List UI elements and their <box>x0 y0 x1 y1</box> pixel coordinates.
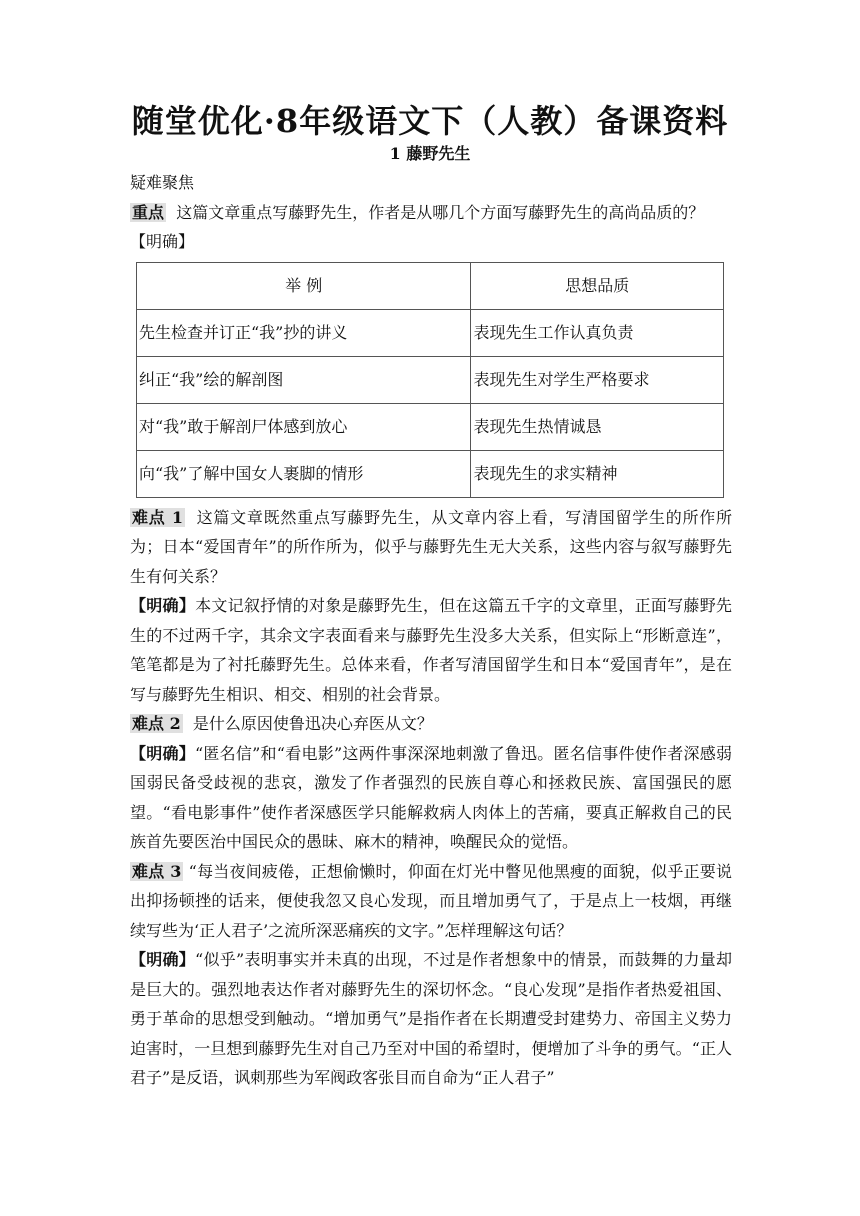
key-point-paragraph <box>130 198 732 228</box>
table-cell-quality: 表现先生对学生严格要求 <box>471 356 724 403</box>
table-header-example: 举 例 <box>137 262 471 309</box>
table-row <box>137 356 724 403</box>
difficulty3-answer-label: 【明确】 <box>130 950 196 969</box>
table-row <box>137 450 724 497</box>
difficulty2-answer-text: “匿名信”和“看电影”这两件事深深地刺激了鲁迅。匿名信事件使作者深感弱国弱民备受歧视的悲哀，激发了作者强烈的民族自尊心和拯救民族、富国强民的愿望。“看电影事件”使作者深感医学只能解救病人肉体上的苦痛，要真正解救自己的民族首先要医治中国民众的愚昧、麻木的精神，唤醒民众的觉悟。 <box>130 743 732 851</box>
difficulty1-answer-label: 【明确】 <box>130 596 196 615</box>
table-header-quality: 思想品质 <box>471 262 724 309</box>
difficulty2-question: 是什么原因使鲁迅决心弃医从文？ <box>192 714 433 733</box>
difficulty2-answer <box>130 739 732 857</box>
table-cell-example: 对“我”敢于解剖尸体感到放心 <box>137 403 471 450</box>
difficulty3-question: “每当夜间疲倦，正想偷懒时，仰面在灯光中瞥见他黑瘦的面貌，似乎正要说出抑扬顿挫的话来，便使我忽又良心发现，而且增加勇气了，于是点上一枝烟，再继续写些为‘正人君子’之流所深恶痛疾的文字。”怎样理解这句话？ <box>130 861 732 940</box>
quality-table <box>136 262 724 498</box>
key-point-question: 这篇文章重点写藤野先生，作者是从哪几个方面写藤野先生的高尚品质的？ <box>176 202 705 222</box>
difficulty1-answer <box>130 591 732 709</box>
section-heading: 疑难聚焦 <box>130 173 195 192</box>
difficulty3-paragraph <box>130 857 732 946</box>
table-cell-example: 先生检查并订正“我”抄的讲义 <box>137 309 471 356</box>
document-body <box>130 168 732 1093</box>
difficulty1-paragraph <box>130 503 732 592</box>
document-title: 随堂优化·8年级语文下（人教）备课资料 <box>131 102 729 140</box>
difficulty1-answer-text: 本文记叙抒情的对象是藤野先生，但在这篇五千字的文章里，正面写藤野先生的不过两千字，其余文字表面看来与藤野先生没多大关系，但实际上“形断意连”，笔笔都是为了衬托藤野先生。总体来看，作者写清国留学生和日本“爱国青年”，是在写与藤野先生相识、相交、相别的社会背景。 <box>130 596 732 704</box>
difficulty2-answer-label: 【明确】 <box>130 743 195 763</box>
table-cell-example: 纠正“我”绘的解剖图 <box>137 356 471 403</box>
difficulty3-label: 难点 3 <box>132 861 182 881</box>
table-cell-quality: 表现先生工作认真负责 <box>471 309 724 356</box>
lesson-title: 1 藤野先生 <box>389 144 471 163</box>
difficulty1-question: 这篇文章既然重点写藤野先生，从文章内容上看，写清国留学生的所作所为；日本“爱国青年”的所作所为，似乎与藤野先生无大关系，这些内容与叙写藤野先生有何关系？ <box>130 507 732 586</box>
difficulty2-label: 难点 2 <box>132 714 181 733</box>
difficulty3-answer-text: “似乎”表明事实并未真的出现，不过是作者想象中的情景，而鼓舞的力量却是巨大的。强烈地表达作者对藤野先生的深切怀念。“良心发现”是指作者热爱祖国、勇于革命的思想受到触动。“增加勇气”是指作者在长期遭受封建势力、帝国主义势力迫害时，一旦想到藤野先生对自己乃至对中国的希望时，便增加了斗争的勇气。“正人君子”是反语，讽刺那些为军阀政客张目而自命为“正人君子” <box>130 950 732 1087</box>
difficulty1-label: 难点 1 <box>132 507 183 527</box>
table-cell-quality: 表现先生的求实精神 <box>471 450 724 497</box>
table-row <box>137 403 724 450</box>
difficulty3-answer <box>130 945 732 1093</box>
table-cell-quality: 表现先生热情诚恳 <box>471 403 724 450</box>
table-cell-example: 向“我”了解中国女人裹脚的情形 <box>137 450 471 497</box>
difficulty2-paragraph <box>130 709 732 739</box>
table-header-row <box>137 262 724 309</box>
table-row <box>137 309 724 356</box>
key-point-label: 重点 <box>132 202 165 222</box>
key-point-answer-label: 【明确】 <box>130 232 195 251</box>
